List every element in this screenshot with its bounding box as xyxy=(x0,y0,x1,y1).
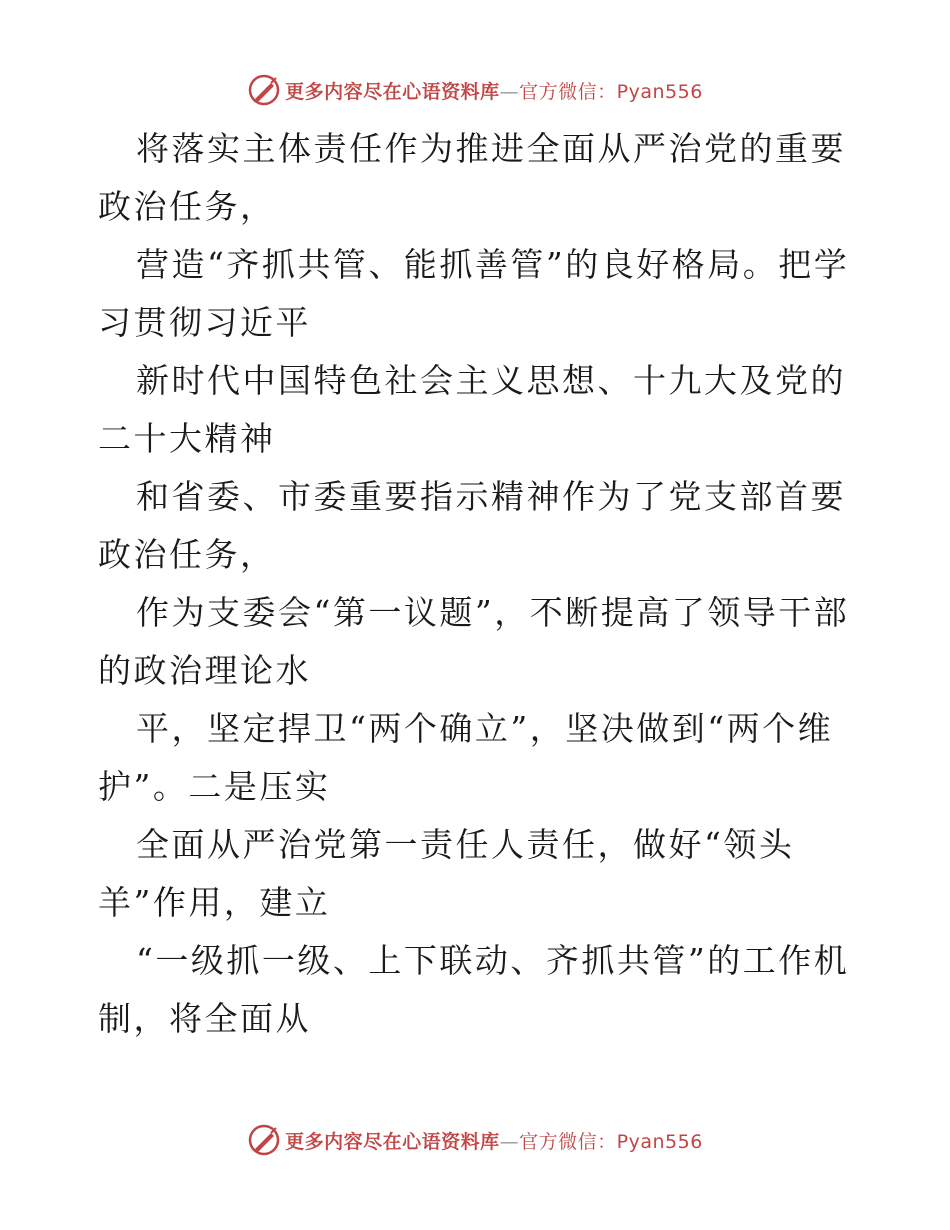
watermark-separator: — xyxy=(499,1130,520,1153)
quill-logo-icon xyxy=(247,1123,281,1157)
paragraph-4: 和省委、市委重要指示精神作为了党支部首要政治任务， xyxy=(98,477,846,574)
watermark-contact: 官方微信：Pyan556 xyxy=(519,80,703,103)
watermark-contact: 官方微信：Pyan556 xyxy=(519,1130,703,1153)
paragraph-5: 作为支委会“第一议题”，不断提高了领导干部的政治理论水 xyxy=(98,593,850,690)
paragraph-2: 营造“齐抓共管、能抓善管”的良好格局。把学习贯彻习近平 xyxy=(98,245,850,342)
quill-logo-icon xyxy=(247,73,281,107)
watermark-brand: 更多内容尽在心语资料库 xyxy=(285,1130,500,1153)
watermark-text xyxy=(285,1127,703,1154)
watermark-brand: 更多内容尽在心语资料库 xyxy=(285,80,500,103)
document-body xyxy=(98,120,858,1048)
watermark-separator: — xyxy=(499,80,520,103)
paragraph-6: 平，坚定捍卫“两个确立”，坚决做到“两个维护”。二是压实 xyxy=(98,709,834,806)
paragraph-1: 将落实主体责任作为推进全面从严治党的重要政治任务， xyxy=(98,129,846,226)
header-watermark xyxy=(0,70,950,110)
paragraph-7: 全面从严治党第一责任人责任，做好“领头羊”作用，建立 xyxy=(98,825,795,922)
footer-watermark xyxy=(0,1120,950,1160)
paragraph-8: “一级抓一级、上下联动、齐抓共管”的工作机制，将全面从 xyxy=(98,941,850,1038)
paragraph-3: 新时代中国特色社会主义思想、十九大及党的二十大精神 xyxy=(98,361,846,458)
watermark-text xyxy=(285,77,703,104)
